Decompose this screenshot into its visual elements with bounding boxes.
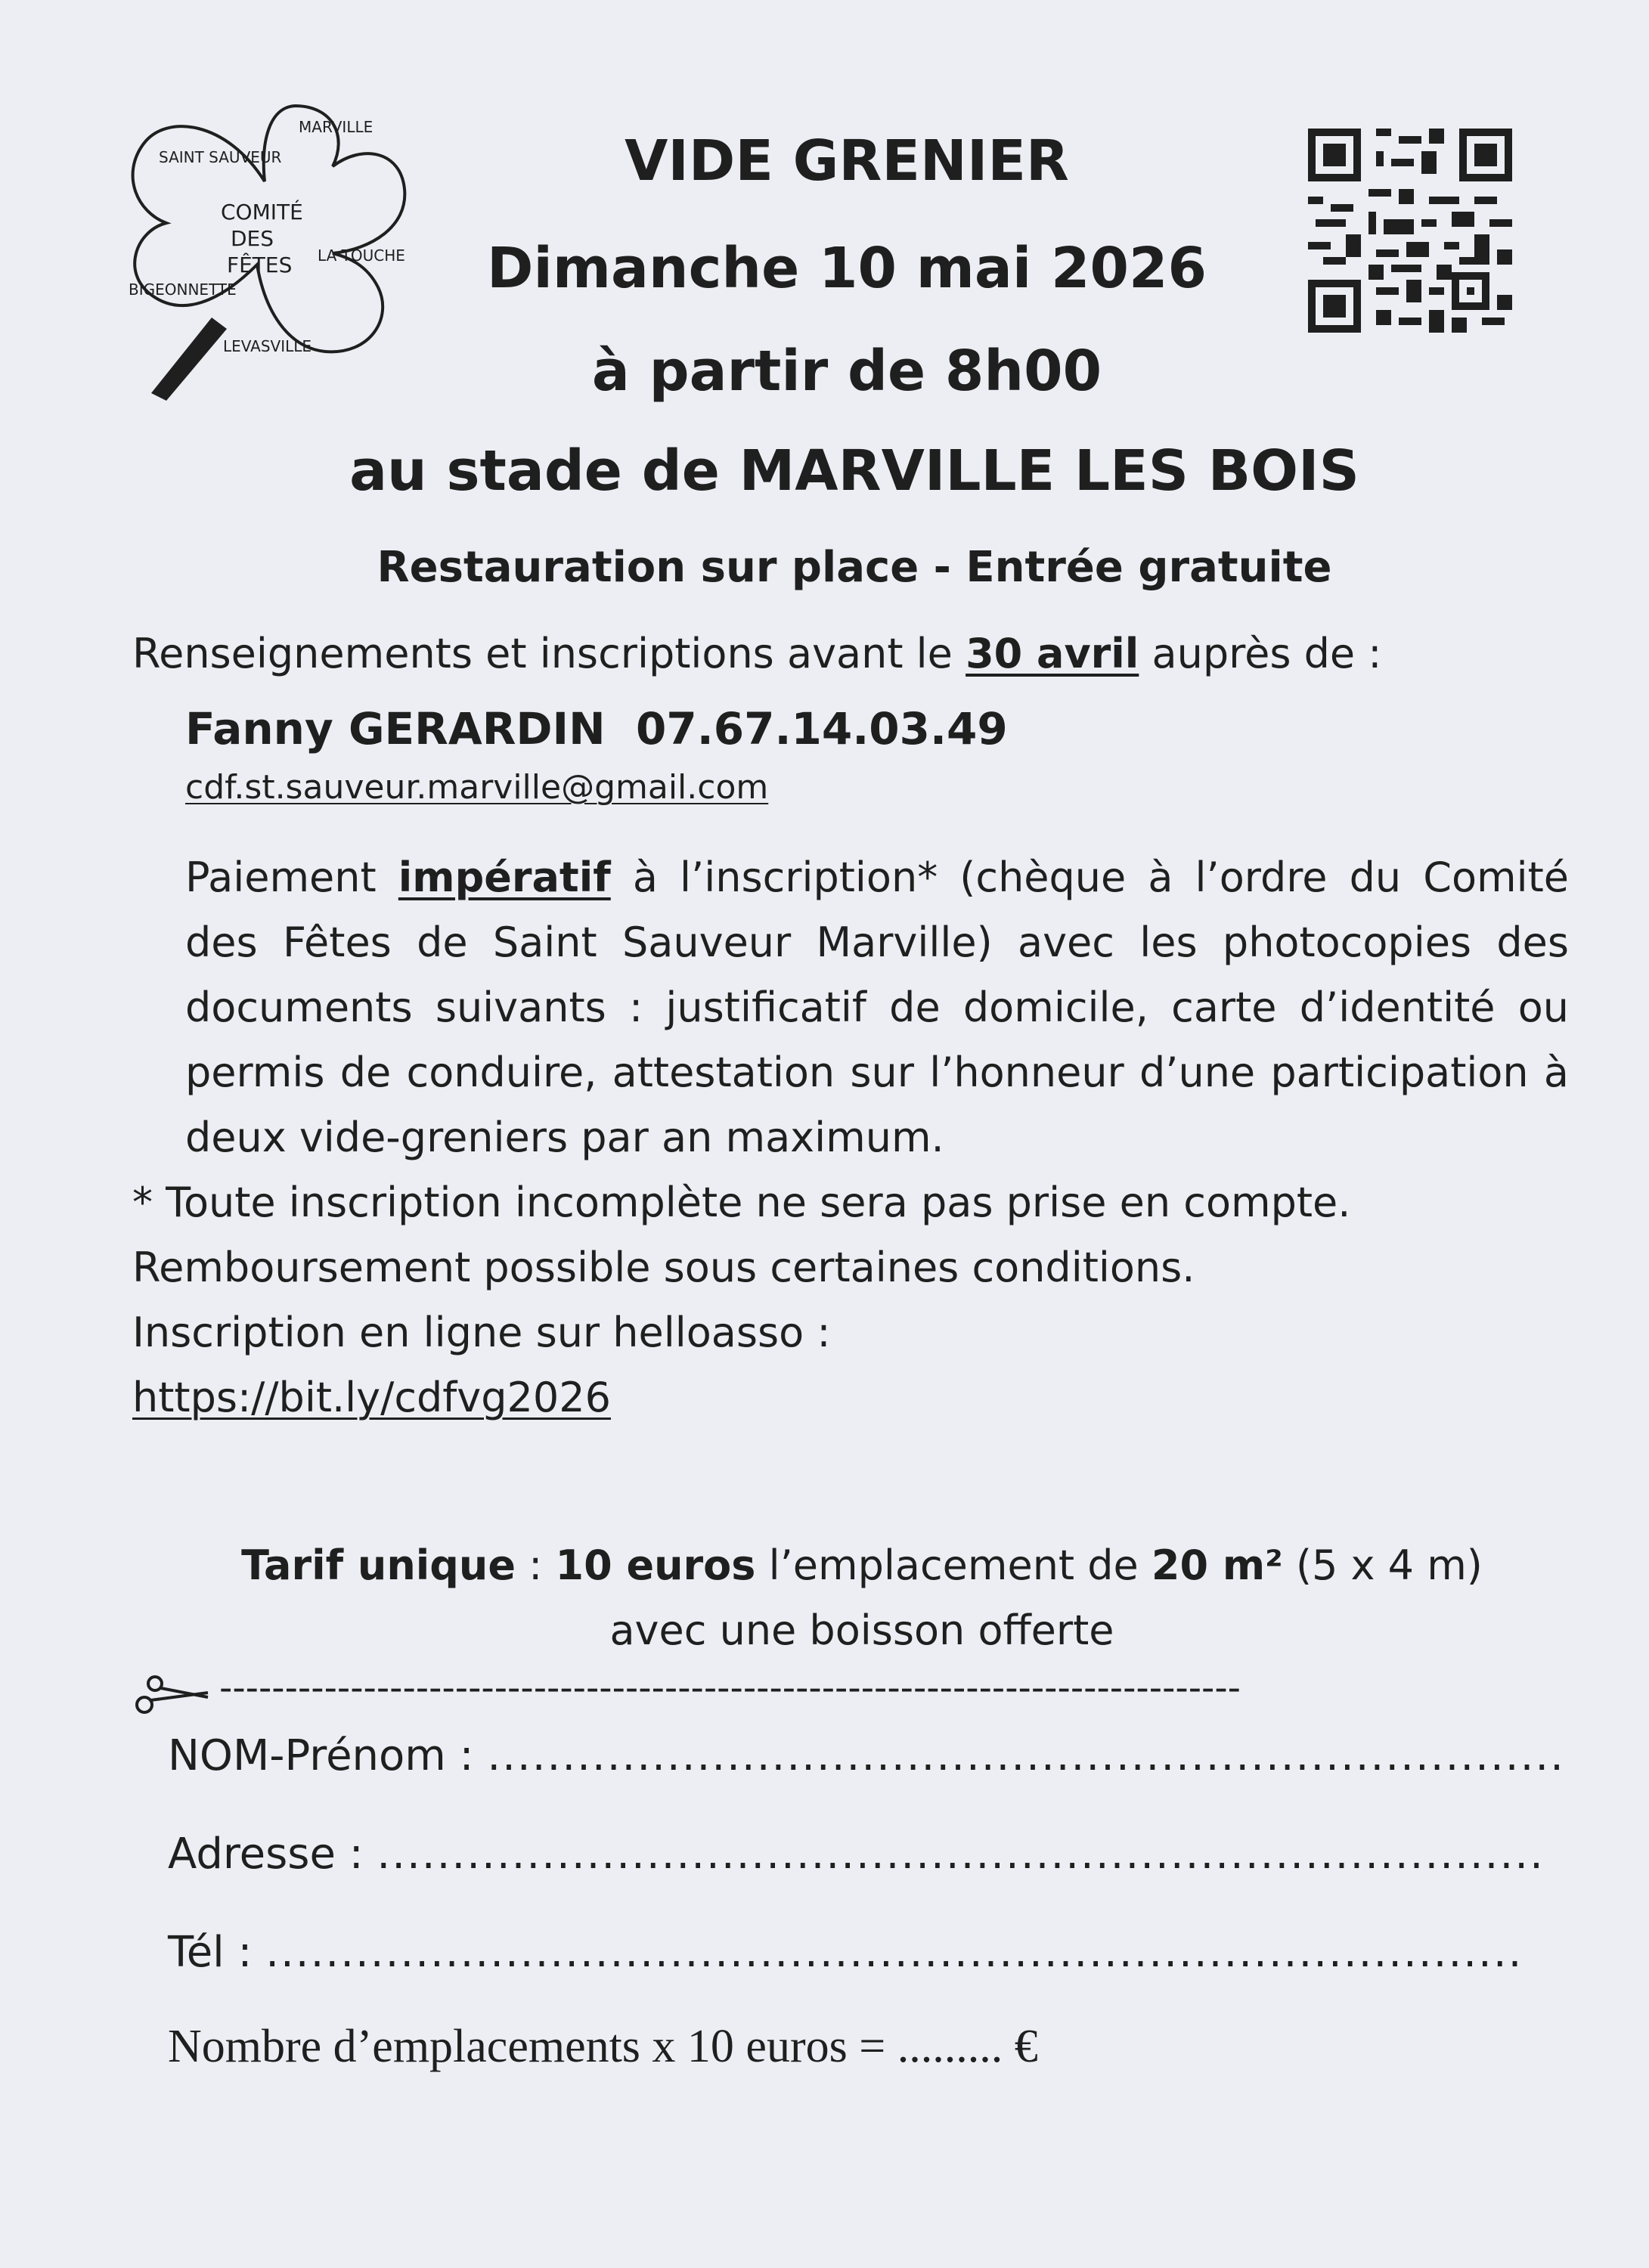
contact-intro-after: auprès de :: [1152, 630, 1382, 677]
deadline: 30 avril: [966, 630, 1139, 677]
tariff-area: 20 m²: [1151, 1541, 1283, 1589]
form-address-field[interactable]: ..............................................................................: [377, 1830, 1545, 1879]
svg-text:MARVILLE: MARVILLE: [299, 118, 374, 136]
form-phone-field[interactable]: ....................................................................................: [265, 1928, 1523, 1977]
payment-before: Paiement: [185, 854, 377, 901]
tariff-price: 10 euros: [555, 1541, 756, 1589]
clover-logo-icon: [106, 91, 423, 423]
contact-intro: [132, 621, 1592, 686]
event-place: au stade de MARVILLE LES BOIS: [349, 438, 1359, 503]
form-address-label: Adresse :: [168, 1830, 364, 1879]
cut-line: ------------------------------------------------------------------------------: [219, 1667, 1241, 1709]
svg-text:SAINT SAUVEUR: SAINT SAUVEUR: [159, 148, 282, 166]
event-title: VIDE GRENIER: [625, 129, 1069, 194]
tariff-dims: (5 x 4 m): [1282, 1541, 1483, 1589]
tariff-extra: avec une boisson offerte: [609, 1606, 1114, 1654]
qr-code-icon[interactable]: [1308, 129, 1512, 333]
event-time: à partir de 8h00: [591, 339, 1102, 404]
payment-paragraph: [185, 845, 1569, 1170]
note-incomplete: * Toute inscription incomplète ne sera pas prise en compte.: [132, 1179, 1351, 1226]
payment-after: à l’inscription* (chèque à l’ordre du Comité des Fêtes de Saint Sauveur Marville) avec les photocopies des documents suivants : justificatif de domicile, carte d’identité ou permis de conduire, attestation sur l’honneur d’une participation à deux vide-greniers par an maximum.: [185, 854, 1569, 1161]
form-phone-label: Tél :: [168, 1928, 253, 1977]
note-refund: Remboursement possible sous certaines conditions.: [132, 1244, 1195, 1291]
form-phone-row: [168, 1928, 1523, 1977]
tariff-sep: :: [516, 1541, 556, 1589]
event-date: Dimanche 10 mai 2026: [487, 236, 1207, 301]
note-online: Inscription en ligne sur helloasso :: [132, 1309, 831, 1356]
event-subtitle: Restauration sur place - Entrée gratuite: [377, 543, 1332, 592]
tariff-label: Tarif unique: [241, 1541, 516, 1589]
form-count-label: Nombre d’emplacements x 10 euros =: [168, 2021, 886, 2072]
svg-text:LA TOUCHE: LA TOUCHE: [318, 246, 405, 265]
form-name-row: [168, 1731, 1565, 1780]
tariff-middle: l’emplacement de: [755, 1541, 1152, 1589]
form-currency: €: [1014, 2021, 1038, 2072]
form-name-label: NOM-Prénom :: [168, 1731, 474, 1780]
contact-email-link[interactable]: cdf.st.sauveur.marville@gmail.com: [185, 768, 769, 807]
payment-emphasis: impératif: [398, 854, 611, 901]
scissors-icon: [132, 1667, 215, 1720]
tariff-line: [132, 1533, 1592, 1598]
logo-center-text: COMITÉ DES FÊTES: [221, 200, 303, 277]
contact-name-phone: Fanny GERARDIN 07.67.14.03.49: [185, 703, 1008, 754]
form-count-row: [168, 2020, 1038, 2074]
svg-text:LEVASVILLE: LEVASVILLE: [223, 337, 312, 355]
svg-text:BIGEONNETTE: BIGEONNETTE: [129, 280, 237, 299]
helloasso-link[interactable]: https://bit.ly/cdfvg2026: [132, 1374, 611, 1421]
contact-intro-before: Renseignements et inscriptions avant le: [132, 630, 953, 677]
form-name-field[interactable]: ........................................................................: [487, 1731, 1565, 1780]
form-count-field[interactable]: .........: [897, 2021, 1003, 2072]
form-address-row: [168, 1830, 1545, 1879]
